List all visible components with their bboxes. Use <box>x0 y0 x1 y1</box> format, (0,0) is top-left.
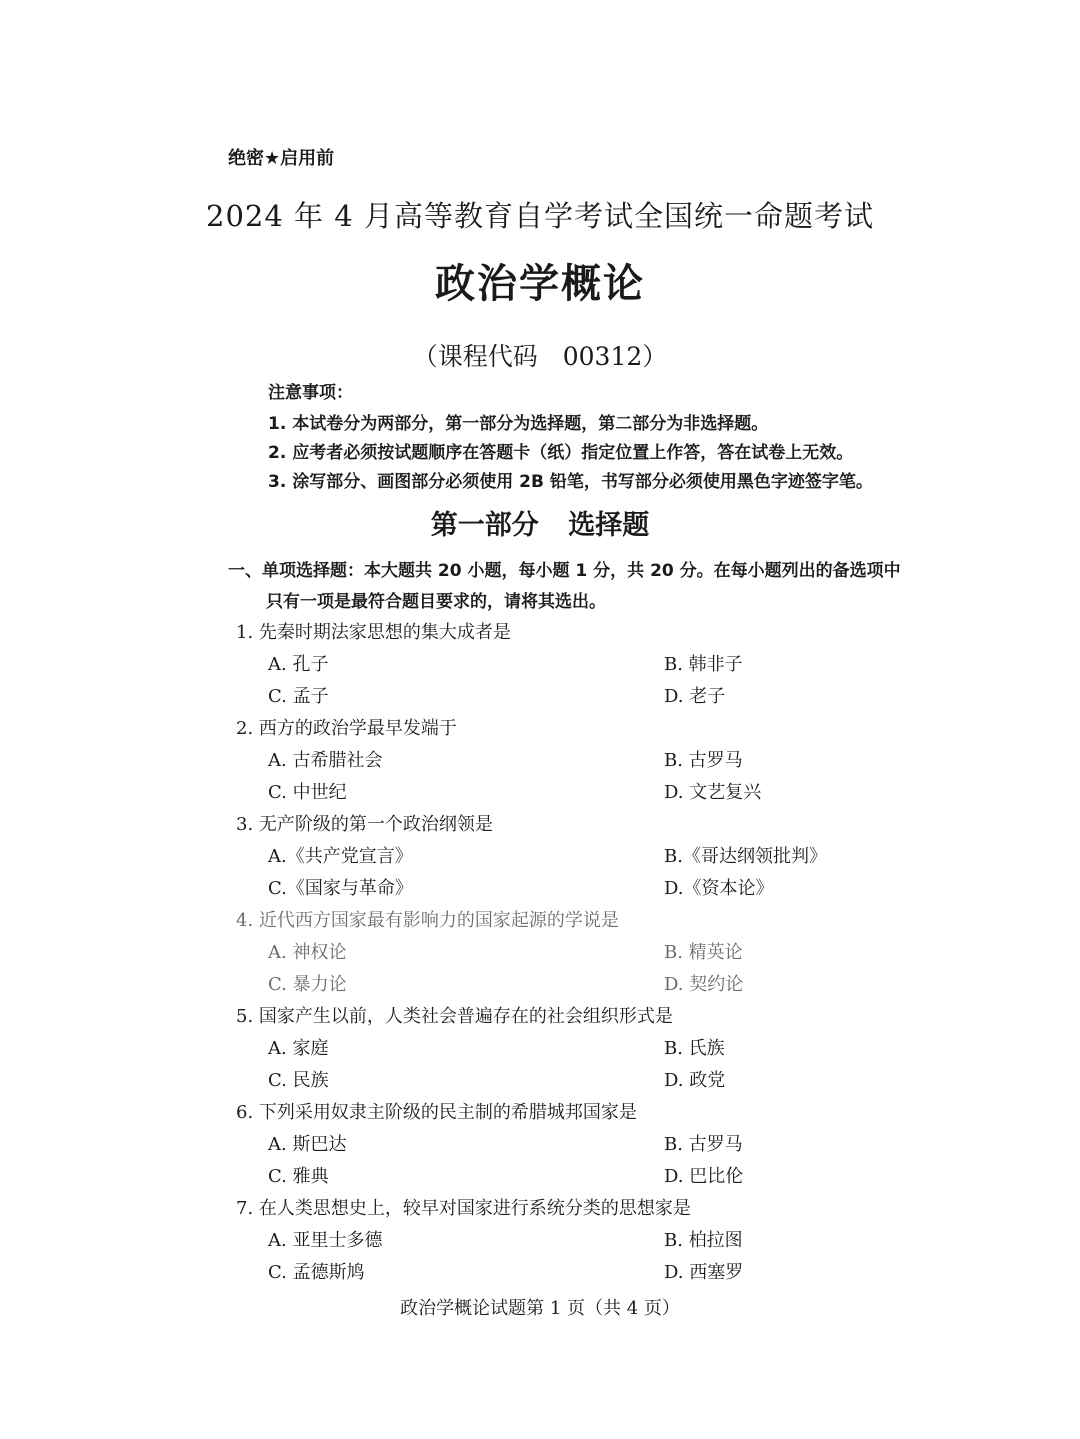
notice-item: 3. 涂写部分、画图部分必须使用 2B 铅笔，书写部分必须使用黑色字迹签字笔。 <box>268 472 873 492</box>
option-a: A. 神权论 <box>268 942 347 963</box>
option-d: D. 文艺复兴 <box>664 782 762 803</box>
question-stem: 7. 在人类思想史上，较早对国家进行系统分类的思想家是 <box>236 1198 691 1219</box>
option-a: A.《共产党宣言》 <box>268 846 413 867</box>
option-d: D. 巴比伦 <box>664 1166 744 1187</box>
option-b: B. 古罗马 <box>664 750 743 771</box>
option-c: C. 孟德斯鸠 <box>268 1262 365 1283</box>
option-a: A. 古希腊社会 <box>268 750 383 771</box>
option-a: A. 孔子 <box>268 654 329 675</box>
option-b: B. 精英论 <box>664 942 743 963</box>
question-stem: 6. 下列采用奴隶主阶级的民主制的希腊城邦国家是 <box>236 1102 637 1123</box>
section-heading-line2: 只有一项是最符合题目要求的，请将其选出。 <box>266 592 606 612</box>
section-heading <box>228 556 988 618</box>
option-b: B. 柏拉图 <box>664 1230 743 1251</box>
option-c: C.《国家与革命》 <box>268 878 413 899</box>
option-d: D. 契约论 <box>664 974 744 995</box>
question-stem: 5. 国家产生以前，人类社会普遍存在的社会组织形式是 <box>236 1006 673 1027</box>
option-b: B.《哥达纲领批判》 <box>664 846 827 867</box>
notice-item: 1. 本试卷分为两部分，第一部分为选择题，第二部分为非选择题。 <box>268 414 769 434</box>
option-a: A. 家庭 <box>268 1038 329 1059</box>
question-stem: 2. 西方的政治学最早发端于 <box>236 718 457 739</box>
option-a: A. 亚里士多德 <box>268 1230 383 1251</box>
part-heading: 第一部分 选择题 <box>430 510 650 541</box>
option-c: C. 雅典 <box>268 1166 329 1187</box>
option-c: C. 孟子 <box>268 686 329 707</box>
course-code: （课程代码 00312） <box>412 342 668 371</box>
option-c: C. 民族 <box>268 1070 329 1091</box>
question-stem: 3. 无产阶级的第一个政治纲领是 <box>236 814 493 835</box>
page-footer: 政治学概论试题第 1 页（共 4 页） <box>400 1298 680 1319</box>
exam-title: 2024 年 4 月高等教育自学考试全国统一命题考试 <box>206 199 874 233</box>
option-c: C. 暴力论 <box>268 974 347 995</box>
notice-title: 注意事项： <box>268 383 353 403</box>
option-b: B. 古罗马 <box>664 1134 743 1155</box>
option-a: A. 斯巴达 <box>268 1134 347 1155</box>
option-d: D. 政党 <box>664 1070 726 1091</box>
subject-title: 政治学概论 <box>435 261 645 307</box>
option-d: D.《资本论》 <box>664 878 774 899</box>
notice-item: 2. 应考者必须按试题顺序在答题卡（纸）指定位置上作答，答在试卷上无效。 <box>268 443 854 463</box>
option-c: C. 中世纪 <box>268 782 347 803</box>
option-b: B. 韩非子 <box>664 654 743 675</box>
option-d: D. 西塞罗 <box>664 1262 744 1283</box>
classification-label: 绝密★启用前 <box>228 148 335 169</box>
option-d: D. 老子 <box>664 686 726 707</box>
section-heading-line1: 一、单项选择题：本大题共 20 小题，每小题 1 分，共 20 分。在每小题列出的备选项中 <box>228 561 901 581</box>
option-b: B. 氏族 <box>664 1038 725 1059</box>
question-stem: 4. 近代西方国家最有影响力的国家起源的学说是 <box>236 910 619 931</box>
question-stem: 1. 先秦时期法家思想的集大成者是 <box>236 622 511 643</box>
